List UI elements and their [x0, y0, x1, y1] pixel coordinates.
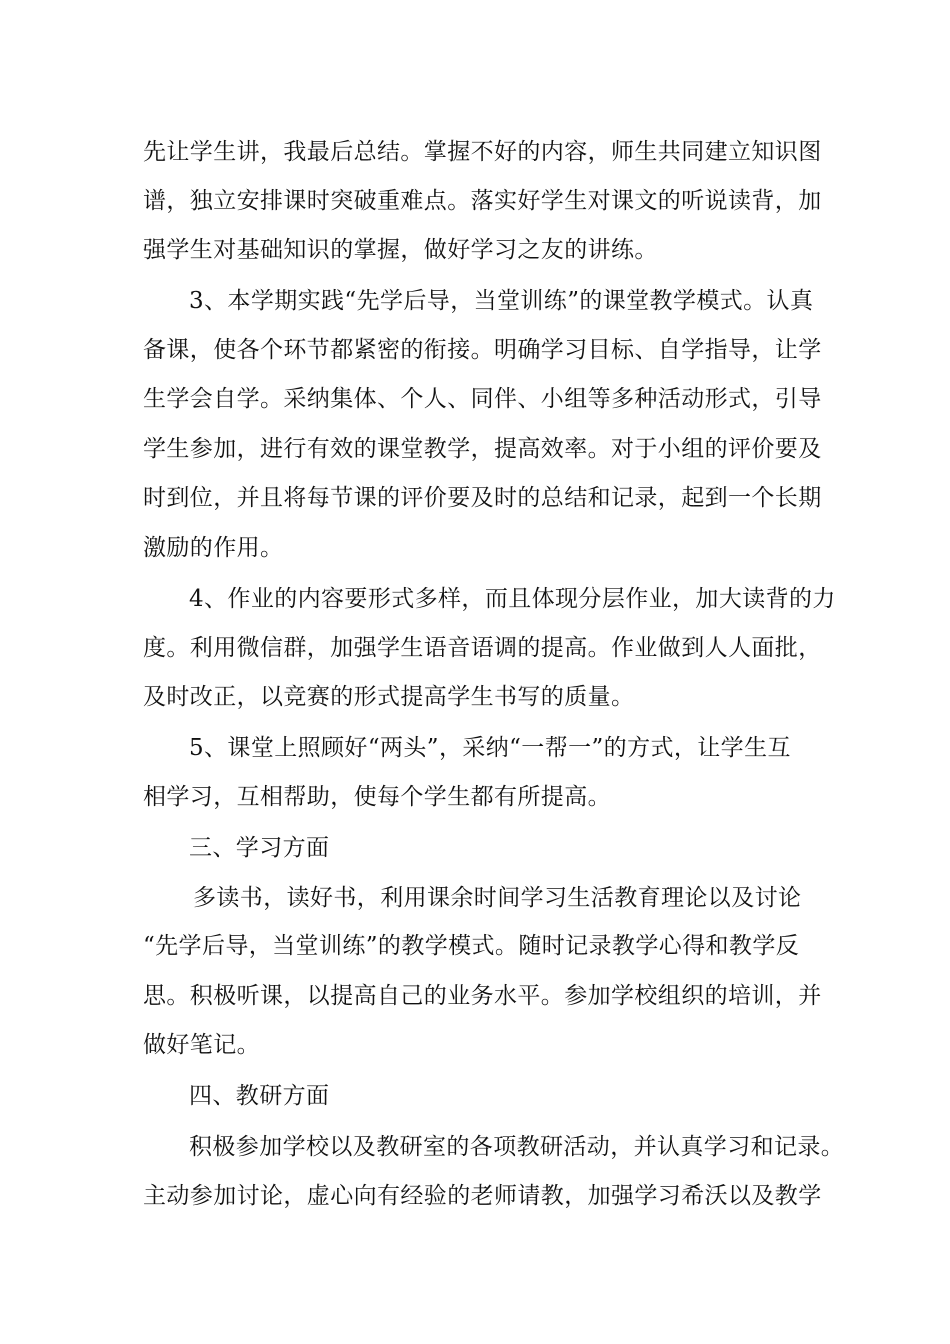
text-line: 谱，独立安排课时突破重难点。落实好学生对课文的听说读背，加: [143, 188, 822, 214]
text-line: 及时改正，以竞赛的形式提高学生书写的质量。: [143, 684, 635, 710]
text-line: 相学习，互相帮助，使每个学生都有所提高。: [143, 784, 611, 810]
text-line: 先让学生讲，我最后总结。掌握不好的内容，师生共同建立知识图: [143, 139, 822, 165]
text-line: “先学后导，当堂训练”的教学模式。随时记录教学心得和教学反: [143, 933, 800, 959]
text-line: 4、作业的内容要形式多样，而且体现分层作业，加大读背的力: [189, 586, 836, 612]
text-line: 3、本学期实践“先学后导，当堂训练”的课堂教学模式。认真: [189, 288, 814, 314]
section-heading: 三、学习方面: [189, 835, 330, 861]
text-line: 时到位，并且将每节课的评价要及时的总结和记录，起到一个长期: [143, 485, 822, 511]
text-line: 思。积极听课，以提高自己的业务水平。参加学校组织的培训，并: [143, 983, 822, 1009]
section-heading: 四、教研方面: [189, 1083, 330, 1109]
text-line: 度。利用微信群，加强学生语音语调的提高。作业做到人人面批，: [143, 635, 822, 661]
text-line: 做好笔记。: [143, 1032, 260, 1058]
text-line: 生学会自学。采纳集体、个人、同伴、小组等多种活动形式，引导: [143, 386, 822, 412]
text-line: 学生参加，进行有效的课堂教学，提高效率。对于小组的评价要及: [143, 436, 822, 462]
text-line: 备课，使各个环节都紧密的衔接。明确学习目标、自学指导，让学: [143, 337, 822, 363]
text-line: 5、课堂上照顾好“两头”，采纳“一帮一”的方式，让学生互: [189, 735, 791, 761]
text-line: 强学生对基础知识的掌握，做好学习之友的讲练。: [143, 237, 658, 263]
text-line: 积极参加学校以及教研室的各项教研活动，并认真学习和记录。: [189, 1134, 845, 1160]
text-line: 主动参加讨论，虚心向有经验的老师请教，加强学习希沃以及教学: [143, 1183, 822, 1209]
text-line: 多读书，读好书，利用课余时间学习生活教育理论以及讨论: [193, 885, 802, 911]
text-line: 激励的作用。: [143, 535, 284, 561]
